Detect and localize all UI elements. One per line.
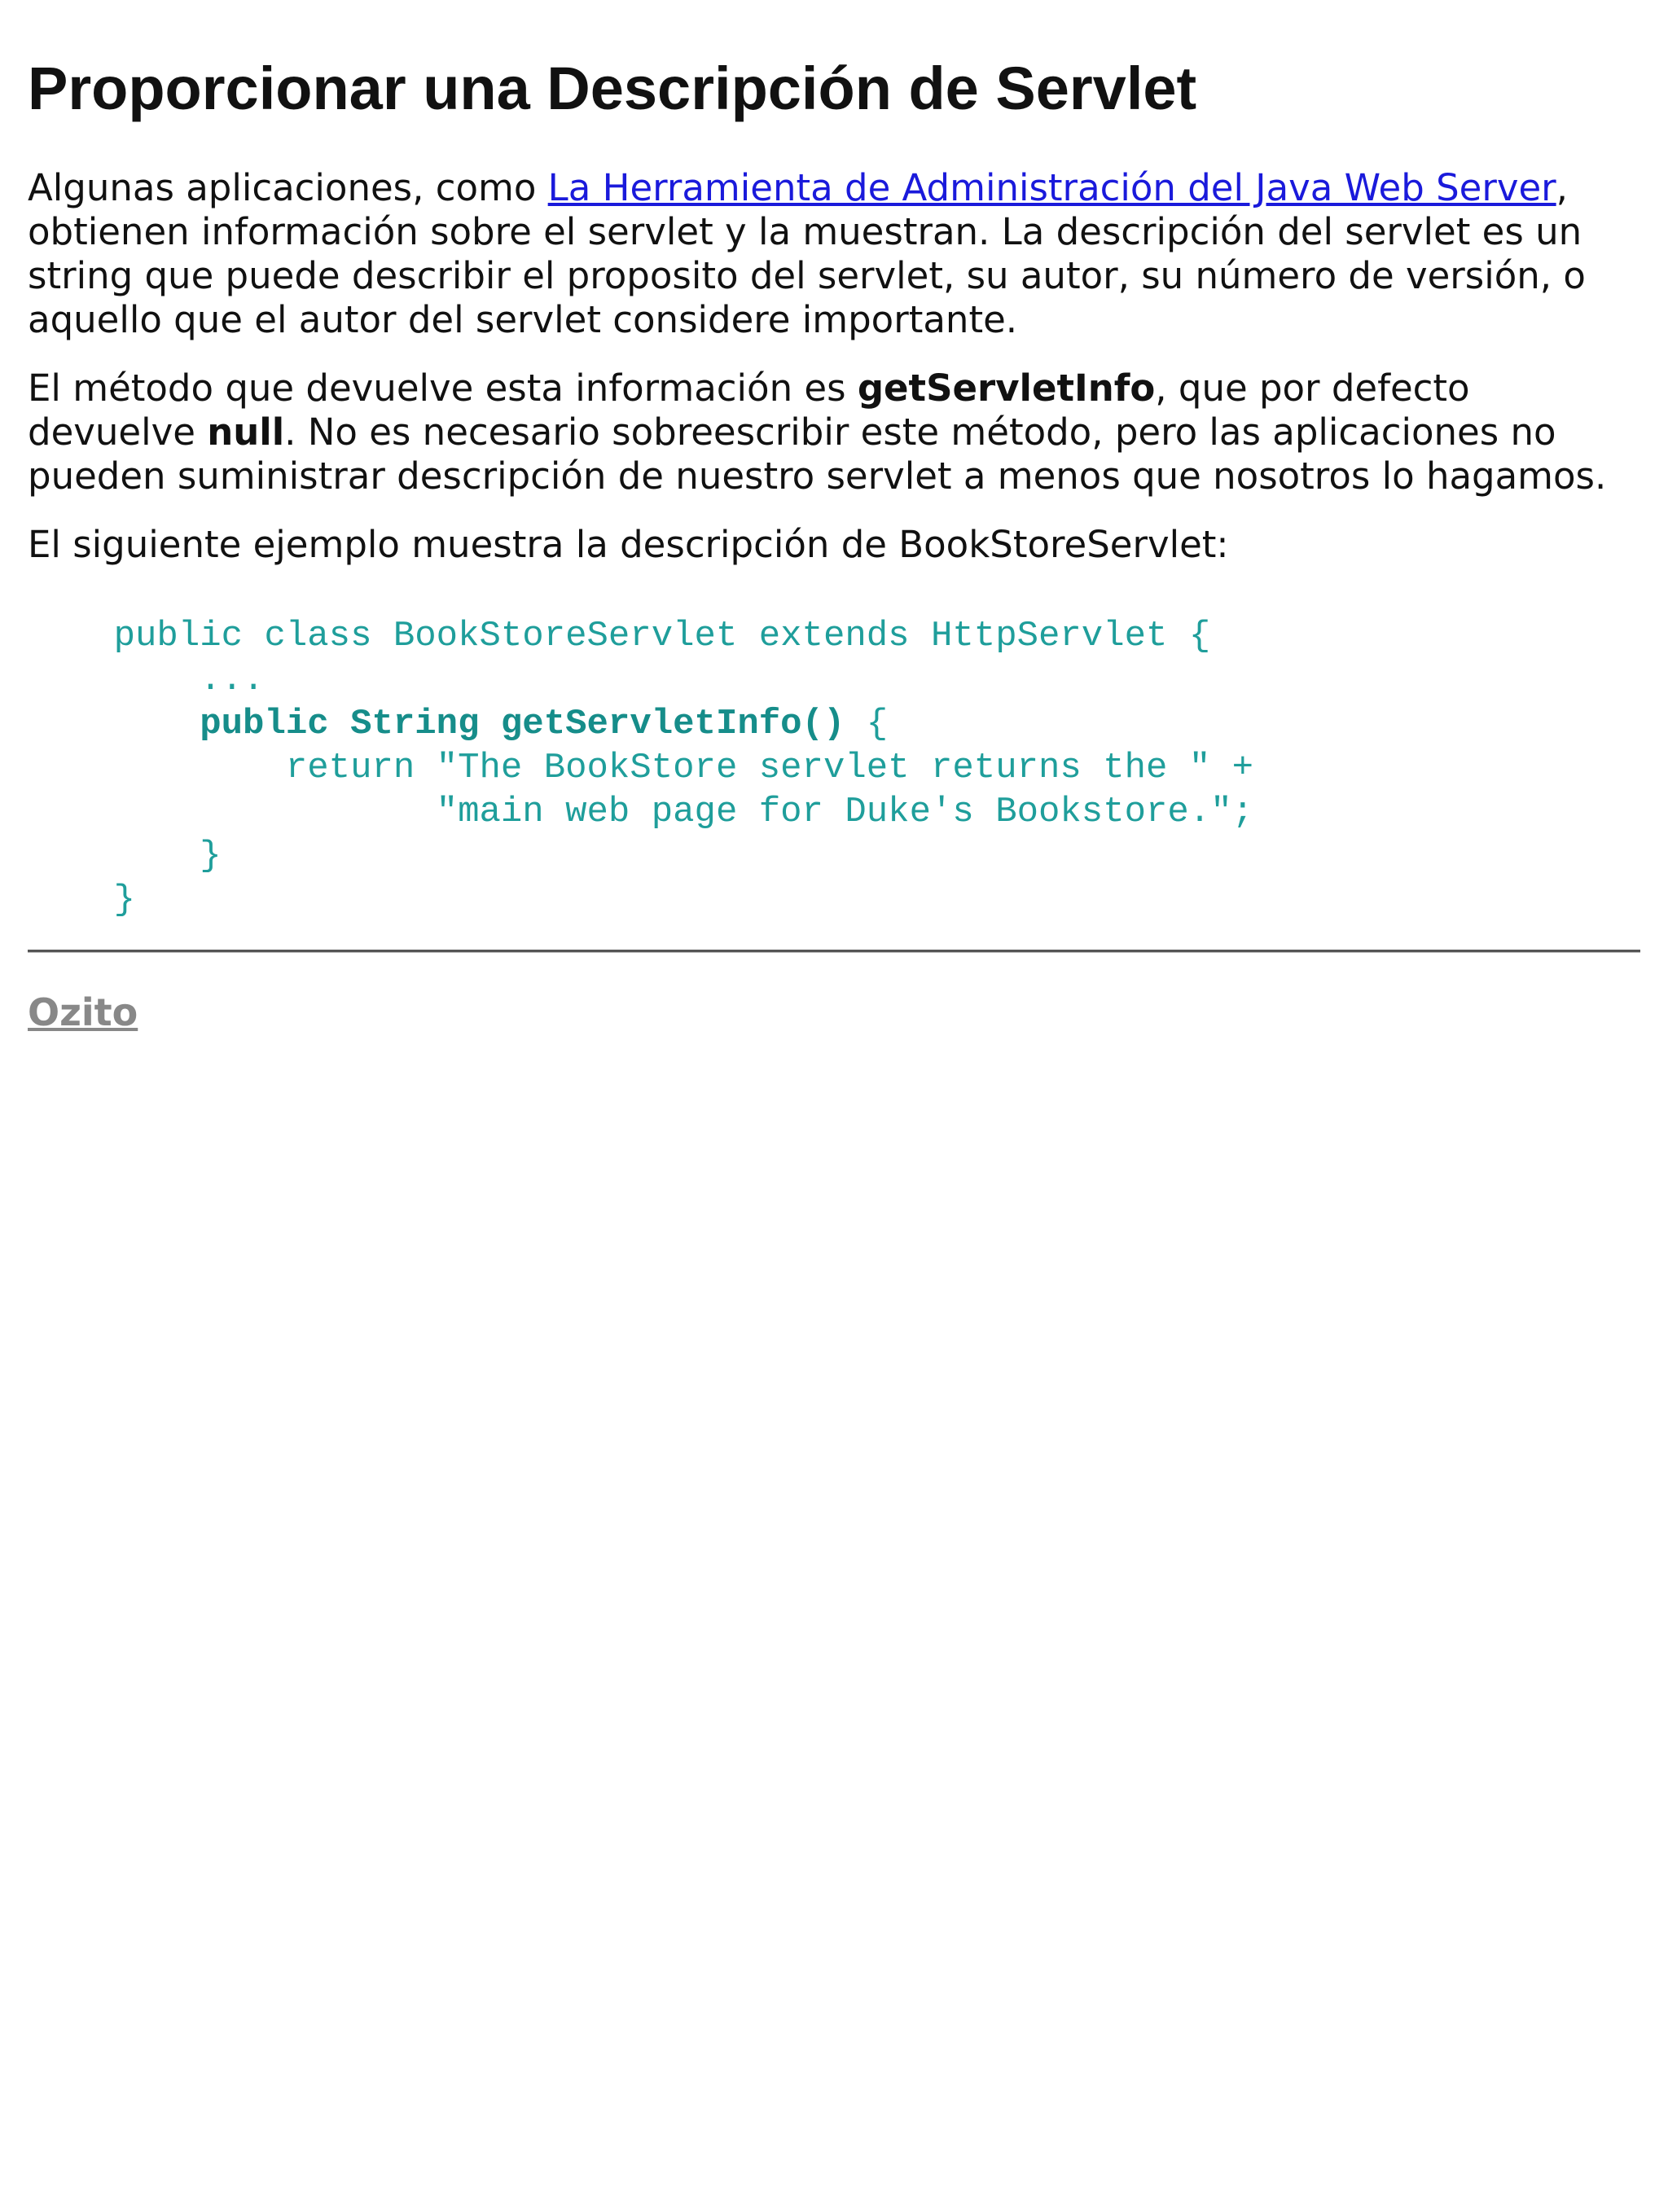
intro-text-after-link: , obtienen información sobre el servlet y la muestran. La descripción del servlet es un string que puede describir el proposito del servlet, su autor, su número de versión, o aquello que el autor del servlet considere importante. [28, 166, 1586, 341]
code-line-5: "main web page for Duke's Bookstore."; [28, 792, 1254, 832]
code-line-3-tail: { [845, 704, 889, 744]
admin-tool-link[interactable]: La Herramienta de Administración del Java Web Server [547, 166, 1556, 209]
code-line-1: public class BookStoreServlet extends HttpServlet { [28, 616, 1211, 656]
divider [28, 950, 1640, 953]
method-name-bold: getServletInfo [857, 366, 1156, 410]
code-line-3-indent [28, 704, 200, 744]
method-paragraph [28, 366, 1640, 498]
code-line-3-signature: public String getServletInfo() [200, 704, 845, 744]
method-text-1: El método que devuelve esta información es [28, 366, 858, 410]
method-text-3: . No es necesario sobreescribir este método, pero las aplicaciones no pueden suministrar descripción de nuestro servlet a menos que nosotros lo hagamos. [28, 410, 1607, 498]
code-line-6: } [28, 836, 222, 876]
code-line-4: return "The BookStore servlet returns the " + [28, 748, 1254, 788]
code-line-7: } [28, 880, 136, 920]
intro-paragraph [28, 166, 1640, 342]
null-bold: null [207, 410, 285, 454]
page-title: Proporcionar una Descripción de Servlet [28, 55, 1197, 122]
intro-text-before-link: Algunas aplicaciones, como [28, 166, 548, 209]
code-block [28, 614, 1640, 922]
method-text-2: , que por defecto devuelve [28, 366, 1470, 454]
code-line-2: ... [28, 660, 265, 700]
example-paragraph: El siguiente ejemplo muestra la descripción de BookStoreServlet: [28, 523, 1229, 566]
footer-ozito-link[interactable]: Ozito [28, 990, 138, 1034]
